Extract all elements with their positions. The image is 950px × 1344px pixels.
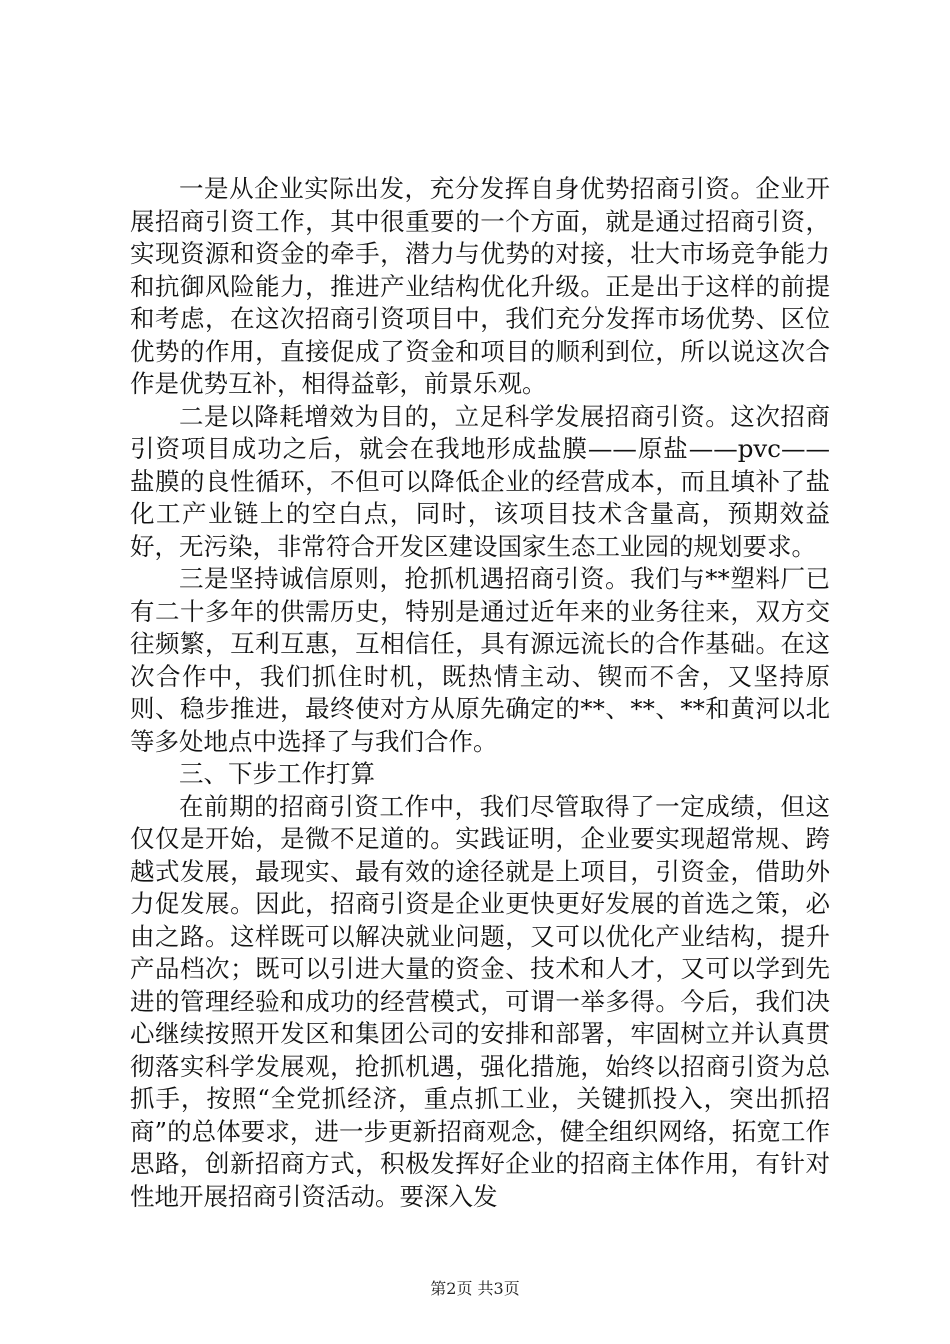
page-number-footer: 第2页 共3页 (430, 1279, 520, 1298)
paragraph-plan: 在前期的招商引资工作中，我们尽管取得了一定成绩，但这仅仅是开始，是微不足道的。实践证明，企业要实现超常规、跨越式发展，最现实、最有效的途径就是上项目，引资金，借助外力促发展。因此，招商引资是企业更快更好发展的首选之策，必由之路。这样既可以解决就业问题，又可以优化产业结构，提升产品档次；既可以引进大量的资金、技术和人才，又可以学到先进的管理经验和成功的经营模式，可谓一举多得。今后，我们决心继续按照开发区和集团公司的安排和部署，牢固树立并认真贯彻落实科学发展观，抢抓机遇，强化措施，始终以招商引资为总抓手，按照“全党抓经济，重点抓工业，关键抓投入，突出抓招商”的总体要求，进一步更新招商观念，健全组织网络，拓宽工作思路，创新招商方式，积极发挥好企业的招商主体作用，有针对性地开展招商引资活动。要深入发 (130, 791, 830, 1211)
paragraph-advantage: 一是从企业实际出发，充分发挥自身优势招商引资。企业开展招商引资工作，其中很重要的一个方面，就是通过招商引资，实现资源和资金的牵手，潜力与优势的对接，壮大市场竞争能力和抗御风险能力，推进产业结构优化升级。正是出于这样的前提和考虑，在这次招商引资项目中，我们充分发挥市场优势、区位优势的作用，直接促成了资金和项目的顺利到位，所以说这次合作是优势互补，相得益彰，前景乐观。 (130, 174, 830, 398)
paragraph-efficiency: 二是以降耗增效为目的，立足科学发展招商引资。这次招商引资项目成功之后，就会在我地形成盐膜——原盐——pvc——盐膜的良性循环，不但可以降低企业的经营成本，而且填补了盐化工产业链上的空白点，同时，该项目技术含量高，预期效益好，无污染，非常符合开发区建设国家生态工业园的规划要求。 (130, 401, 830, 561)
document-body (130, 173, 830, 1213)
section-heading-next-steps: 三、下步工作打算 (179, 759, 375, 788)
paragraph-integrity: 三是坚持诚信原则，抢抓机遇招商引资。我们与**塑料厂已有二十多年的供需历史，特别是通过近年来的业务往来，双方交往频繁，互利互惠，互相信任，具有源远流长的合作基础。在这次合作中，我们抓住时机，既热情主动、锲而不舍，又坚持原则、稳步推进，最终使对方从原先确定的**、**、**和黄河以北等多处地点中选择了与我们合作。 (130, 564, 830, 756)
